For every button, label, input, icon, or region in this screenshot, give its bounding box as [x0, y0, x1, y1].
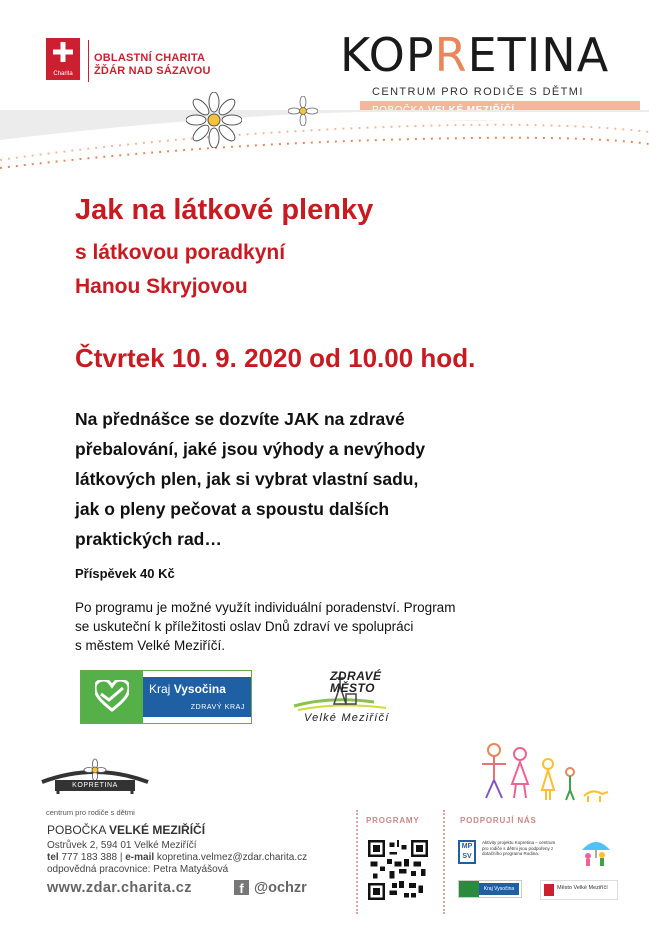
kids-drawing-icon — [474, 740, 614, 810]
charity-logo-text: Charita — [53, 71, 73, 77]
event-date: Čtvrtek 10. 9. 2020 od 10.00 hod. — [75, 343, 476, 373]
footer-branch: POBOČKA VELKÉ MEZIŘÍČÍ — [47, 823, 206, 837]
event-description: Na přednášce se dozvíte JAK na zdravé přebalování, jaké jsou výhody a nevýhody látkových plen, jak si vybrat vlastní sadu, jak o pleny pečovat a spoustu dalších praktických rad… — [75, 409, 426, 549]
footer-address: Ostrůvek 2, 594 01 Velké Meziříčí — [47, 840, 197, 851]
programs-label: PROGRAMY — [366, 816, 420, 825]
footer-website-link[interactable]: www.zdar.charita.cz — [47, 880, 192, 896]
charity-logo — [46, 38, 80, 80]
vysocina-logo: Kraj Vysočina ZDRAVÝ KRAJ — [80, 670, 252, 724]
healthy-city-name: Velké Meziříčí — [304, 712, 390, 724]
healthy-city-logo: ZDRAVÉ MĚSTO Velké Meziříčí — [290, 666, 430, 730]
daisy-icon — [186, 92, 242, 148]
page-title: Jak na látkové plenky — [75, 194, 374, 226]
supporter-vysocina-logo: Kraj Vysočina — [458, 880, 522, 898]
supporter-city-logo: Město Velké Meziříčí — [540, 880, 618, 900]
heart-icon — [95, 680, 129, 712]
footer-responsible: odpovědná pracovnice: Petra Matyášová — [47, 864, 229, 875]
supporters-label: PODPORUJÍ NÁS — [460, 816, 537, 825]
charity-cross-icon — [53, 42, 73, 62]
facebook-icon[interactable]: f — [234, 880, 249, 895]
daisy-icon — [288, 96, 318, 126]
qr-code-icon[interactable] — [368, 840, 428, 900]
divider — [88, 40, 89, 82]
footer-contact: tel 777 183 388 | e-mail kopretina.velmez@zdar.charita.cz — [47, 852, 308, 863]
divider — [356, 810, 358, 914]
brand-subtitle: CENTRUM PRO RODIČE S DĚTMI — [372, 86, 584, 98]
decorative-wave — [0, 110, 649, 170]
umbrella-family-icon — [578, 836, 614, 868]
event-fee: Příspěvek 40 Kč — [75, 566, 175, 581]
divider — [443, 810, 445, 914]
house-roof-icon — [40, 758, 150, 798]
charity-name: OBLASTNÍ CHARITA ŽĎÁR NAD SÁZAVOU — [94, 52, 211, 77]
event-info: Po programu je možné využít individuální poradenství. Program se uskuteční k příležitosti oslav Dnů zdraví ve spolupráci s městem Velké Meziříčí. — [75, 600, 456, 653]
support-text: Aktivity projektu Kopretina – centrum pro rodiče s dětmi jsou podpořeny z dotačního programu Rodina. — [482, 840, 556, 856]
footer-social-link[interactable]: @ochzr — [254, 880, 307, 896]
brand-title: KOPRETINA — [340, 28, 610, 82]
page-subtitle: s látkovou poradkyní Hanou Skryjovou — [75, 241, 286, 298]
kopretina-footer-logo: KOPRETINA — [40, 758, 150, 810]
mpsv-logo: MP SV — [458, 840, 476, 864]
footer-house-subtitle: centrum pro rodiče s dětmi — [46, 808, 135, 817]
